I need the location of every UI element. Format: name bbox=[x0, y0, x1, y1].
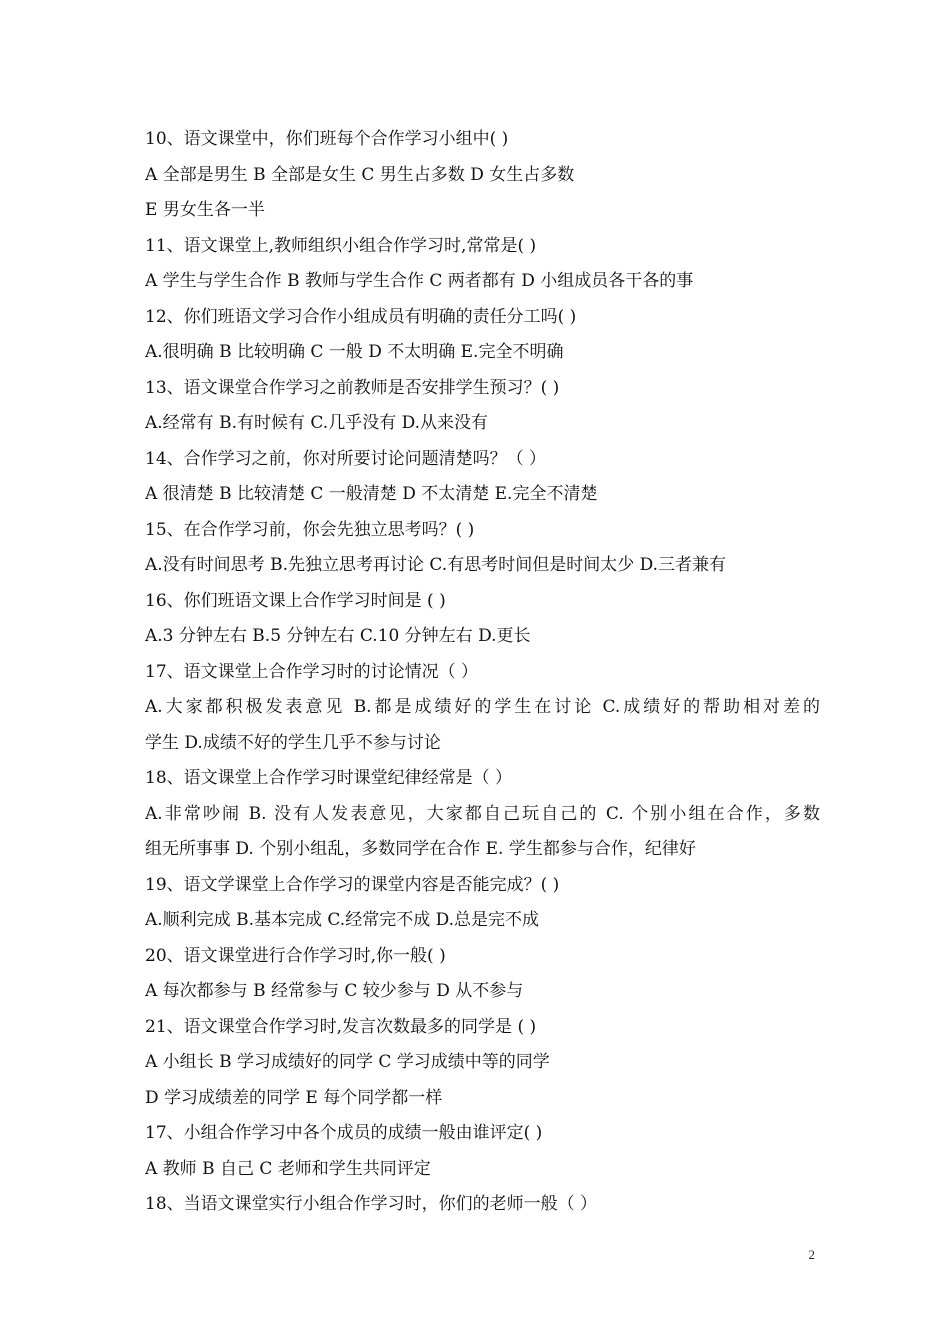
question-13-options: A.经常有 B.有时候有 C.几乎没有 D.从来没有 bbox=[145, 413, 489, 433]
question-15: 15、在合作学习前，你会先独立思考吗？( ) bbox=[145, 519, 475, 540]
question-19-options: A.顺利完成 B.基本完成 C.经常完不成 D.总是完不成 bbox=[145, 910, 540, 930]
question-20: 20、语文课堂进行合作学习时,你一般( ) bbox=[145, 945, 446, 966]
question-12-options: A.很明确 B 比较明确 C 一般 D 不太明确 E.完全不明确 bbox=[145, 342, 564, 362]
question-17-options: A.大家都积极发表意见 B.都是成绩好的学生在讨论 C.成绩好的帮助相对差的 bbox=[145, 697, 820, 717]
question-12: 12、你们班语文学习合作小组成员有明确的责任分工吗( ) bbox=[145, 306, 577, 327]
question-17-second-options: A 教师 B 自己 C 老师和学生共同评定 bbox=[145, 1158, 431, 1179]
question-21-options: A 小组长 B 学习成绩好的同学 C 学习成绩中等的同学 bbox=[145, 1052, 550, 1072]
question-14: 14、合作学习之前，你对所要讨论问题清楚吗？（ ） bbox=[145, 448, 547, 469]
question-10-options: A 全部是男生 B 全部是女生 C 男生占多数 D 女生占多数 bbox=[145, 164, 575, 185]
question-14-options: A 很清楚 B 比较清楚 C 一般清楚 D 不太清楚 E.完全不清楚 bbox=[145, 484, 598, 504]
question-18-second: 18、当语文课堂实行小组合作学习时，你们的老师一般（ ） bbox=[145, 1194, 598, 1214]
question-11: 11、语文课堂上,教师组织小组合作学习时,常常是( ) bbox=[145, 235, 537, 256]
question-10: 10、语文课堂中，你们班每个合作学习小组中( ) bbox=[145, 129, 509, 149]
question-16: 16、你们班语文课上合作学习时间是 ( ) bbox=[145, 590, 446, 611]
question-20-options: A 每次都参与 B 经常参与 C 较少参与 D 从不参与 bbox=[145, 981, 524, 1001]
question-17-options-continued: 学生 D.成绩不好的学生几乎不参与讨论 bbox=[145, 732, 441, 753]
question-18: 18、语文课堂上合作学习时课堂纪律经常是（ ） bbox=[145, 768, 513, 788]
question-18-options-continued: 组无所事事 D. 个别小组乱，多数同学在合作 E. 学生都参与合作，纪律好 bbox=[145, 839, 696, 859]
question-15-options: A.没有时间思考 B.先独立思考再讨论 C.有思考时间但是时间太少 D.三者兼有 bbox=[145, 555, 727, 575]
question-16-options: A.3 分钟左右 B.5 分钟左右 C.10 分钟左右 D.更长 bbox=[145, 626, 531, 646]
question-13: 13、语文课堂合作学习之前教师是否安排学生预习？( ) bbox=[145, 377, 560, 398]
question-19: 19、语文学课堂上合作学习的课堂内容是否能完成？( ) bbox=[145, 874, 560, 895]
question-18-options: A.非常吵闹 B. 没有人发表意见，大家都自己玩自己的 C. 个别小组在合作，多数 bbox=[145, 803, 820, 824]
question-17: 17、语文课堂上合作学习时的讨论情况（ ） bbox=[145, 661, 479, 682]
question-17-second: 17、小组合作学习中各个成员的成绩一般由谁评定( ) bbox=[145, 1123, 543, 1143]
question-11-options: A 学生与学生合作 B 教师与学生合作 C 两者都有 D 小组成员各干各的事 bbox=[145, 271, 694, 291]
questionnaire-body bbox=[145, 122, 820, 1223]
question-21: 21、语文课堂合作学习时,发言次数最多的同学是 ( ) bbox=[145, 1016, 537, 1037]
question-21-options-continued: D 学习成绩差的同学 E 每个同学都一样 bbox=[145, 1087, 443, 1108]
page-number: 2 bbox=[808, 1247, 815, 1262]
question-10-options-continued: E 男女生各一半 bbox=[145, 200, 265, 220]
